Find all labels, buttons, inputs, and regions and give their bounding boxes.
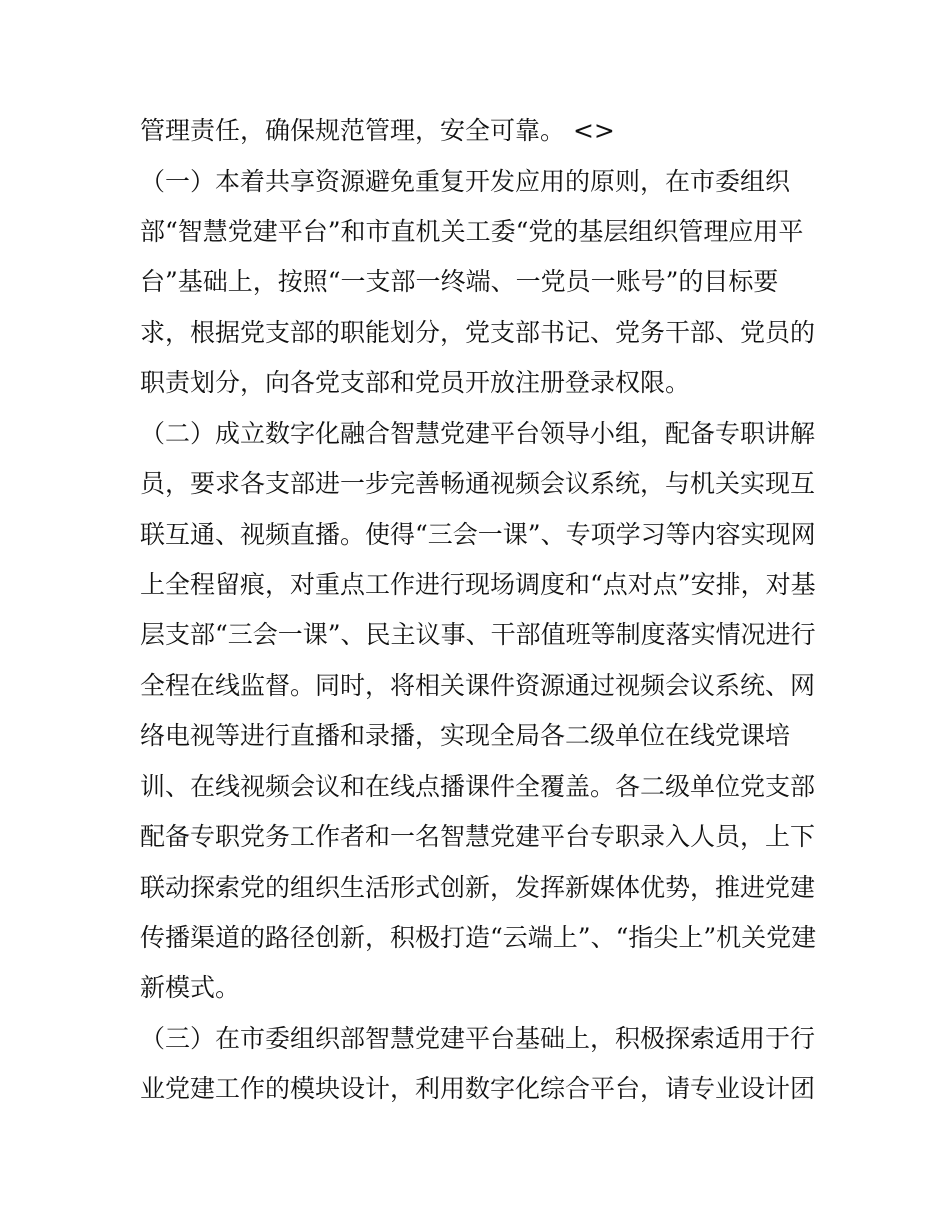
text-line: （一）本着共享资源避免重复开发应用的原则，在市委组织 xyxy=(140,167,791,196)
text-line: 层支部“三会一课”、民主议事、干部值班等制度落实情况进行 xyxy=(140,620,816,649)
text-line: 联动探索党的组织生活形式创新，发挥新媒体优势，推进党建 xyxy=(140,873,816,902)
text-line: 求，根据党支部的职能划分，党支部书记、党务干部、党员的 xyxy=(140,318,816,347)
text-line: （二）成立数字化融合智慧党建平台领导小组，配备专职讲解 xyxy=(140,419,816,448)
text-line: 上全程留痕，对重点工作进行现场调度和“点对点”安排，对基 xyxy=(140,570,816,599)
text-line: 管理责任，确保规范管理，安全可靠。 <> xyxy=(140,116,615,145)
text-line: 部“智慧党建平台”和市直机关工委“党的基层组织管理应用平 xyxy=(140,217,804,246)
text-line: 职责划分，向各党支部和党员开放注册登录权限。 xyxy=(140,368,691,397)
text-line: 新模式。 xyxy=(140,973,241,1002)
text-line: （三）在市委组织部智慧党建平台基础上，积极探索适用于行 xyxy=(140,1024,816,1053)
text-line: 业党建工作的模块设计，利用数字化综合平台，请专业设计团 xyxy=(140,1074,816,1103)
text-line: 络电视等进行直播和录播，实现全局各二级单位在线党课培 xyxy=(140,721,791,750)
text-line: 传播渠道的路径创新，积极打造“云端上”、“指尖上”机关党建 xyxy=(140,923,817,952)
text-line: 训、在线视频会议和在线点播课件全覆盖。各二级单位党支部 xyxy=(140,772,816,801)
text-line: 配备专职党务工作者和一名智慧党建平台专职录入人员，上下 xyxy=(140,822,816,851)
text-line: 联互通、视频直播。使得“三会一课”、专项学习等内容实现网 xyxy=(140,520,816,549)
text-line: 台”基础上，按照“一支部一终端、一党员一账号”的目标要 xyxy=(140,267,779,296)
text-line: 员，要求各支部进一步完善畅通视频会议系统，与机关实现互 xyxy=(140,469,816,498)
text-line: 全程在线监督。同时，将相关课件资源通过视频会议系统、网 xyxy=(140,671,816,700)
